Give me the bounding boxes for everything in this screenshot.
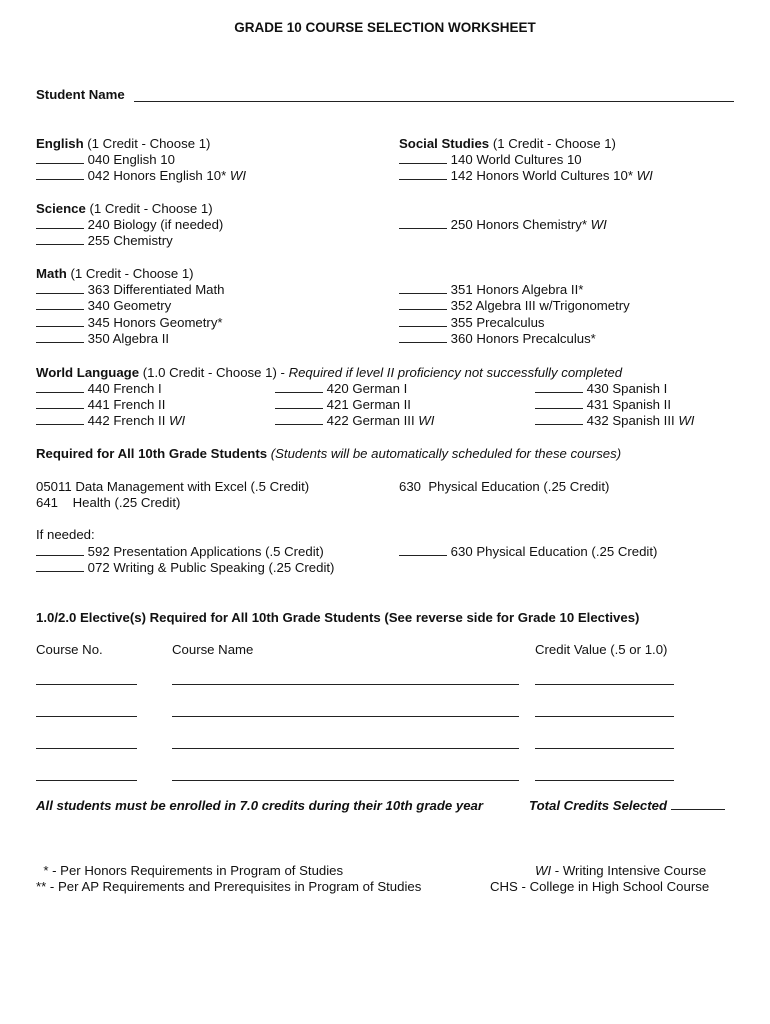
science-250-label: 250 Honors Chemistry*: [450, 217, 591, 232]
english-heading: [36, 136, 210, 152]
english-042-label: 042 Honors English 10*: [87, 168, 230, 183]
math-option: [36, 298, 171, 314]
student-name-label: Student Name: [36, 87, 125, 102]
english-title: English: [36, 136, 84, 151]
wi-marker: WI: [418, 413, 435, 428]
col-credit-value: Credit Value (.5 or 1.0): [535, 642, 668, 657]
if-needed-072-blank[interactable]: [36, 560, 84, 572]
wi-marker: WI: [636, 168, 653, 183]
science-255-label: 255 Chemistry: [87, 233, 173, 248]
math-350-blank[interactable]: [36, 331, 84, 343]
if-needed-label: If needed:: [36, 527, 95, 542]
total-credits-field[interactable]: [671, 798, 725, 810]
math-352-blank[interactable]: [399, 298, 447, 310]
elective-course-name-field[interactable]: [172, 748, 519, 749]
german-option: [275, 381, 407, 397]
spanish-432-label: 432 Spanish III: [586, 413, 679, 428]
electives-heading: 1.0/2.0 Elective(s) Required for All 10th Grade Students (See reverse side for Grade 10 Electives): [36, 610, 640, 625]
elective-credit-field[interactable]: [535, 780, 674, 781]
science-heading: [36, 201, 213, 217]
spanish-430-label: 430 Spanish I: [586, 381, 668, 396]
if-needed-072-label: 072 Writing & Public Speaking (.25 Credit): [87, 560, 335, 575]
french-442-blank[interactable]: [36, 413, 84, 425]
footnote-honors: * - Per Honors Requirements in Program of Studies: [36, 863, 344, 878]
social-studies-note: (1 Credit - Choose 1): [489, 136, 616, 151]
social-studies-option: [399, 152, 582, 168]
total-credits-label: Total Credits Selected: [529, 798, 668, 813]
social-studies-heading: [399, 136, 616, 152]
french-option: [36, 397, 165, 413]
german-420-label: 420 German I: [326, 381, 408, 396]
footnote-ap: ** - Per AP Requirements and Prerequisites in Program of Studies: [36, 879, 422, 894]
wi-abbreviation: WI: [535, 863, 552, 878]
wi-marker: WI: [229, 168, 247, 183]
french-440-blank[interactable]: [36, 381, 84, 393]
math-363-label: 363 Differentiated Math: [87, 282, 225, 297]
wi-definition: - Writing Intensive Course: [551, 863, 707, 878]
french-440-label: 440 French I: [87, 381, 162, 396]
required-note: (Students will be automatically scheduled for these courses): [267, 446, 622, 461]
elective-course-name-field[interactable]: [172, 716, 519, 717]
science-240-label: 240 Biology (if needed): [87, 217, 224, 232]
math-title: Math: [36, 266, 67, 281]
math-option: [36, 331, 169, 347]
spanish-430-blank[interactable]: [535, 381, 583, 393]
elective-course-no-field[interactable]: [36, 684, 137, 685]
math-340-blank[interactable]: [36, 298, 84, 310]
english-040-label: 040 English 10: [87, 152, 175, 167]
elective-course-no-field[interactable]: [36, 748, 137, 749]
if-needed-option: [36, 560, 334, 576]
if-needed-option: [399, 544, 657, 560]
if-needed-592-label: 592 Presentation Applications (.5 Credit): [87, 544, 324, 559]
wi-marker: WI: [678, 413, 695, 428]
required-heading: [36, 446, 621, 462]
math-345-blank[interactable]: [36, 315, 84, 327]
social-140-blank[interactable]: [399, 152, 447, 164]
french-option: [36, 381, 162, 397]
math-option: [36, 315, 223, 331]
math-350-label: 350 Algebra II: [87, 331, 170, 346]
required-title: Required for All 10th Grade Students: [36, 446, 268, 461]
german-421-label: 421 German II: [326, 397, 411, 412]
science-250-blank[interactable]: [399, 217, 447, 229]
elective-credit-field[interactable]: [535, 716, 674, 717]
german-421-blank[interactable]: [275, 397, 323, 409]
wi-marker: WI: [169, 413, 186, 428]
science-240-blank[interactable]: [36, 217, 84, 229]
required-course: 630 Physical Education (.25 Credit): [399, 479, 610, 494]
math-363-blank[interactable]: [36, 282, 84, 294]
science-255-blank[interactable]: [36, 233, 84, 245]
math-note: (1 Credit - Choose 1): [66, 266, 194, 281]
math-option: [399, 331, 596, 347]
world-language-requirement: Required if level II proficiency not successfully completed: [288, 365, 623, 380]
social-142-label: 142 Honors World Cultures 10*: [450, 168, 637, 183]
elective-course-no-field[interactable]: [36, 780, 137, 781]
math-option: [399, 282, 583, 298]
if-needed-630-blank[interactable]: [399, 544, 447, 556]
math-352-label: 352 Algebra III w/Trigonometry: [450, 298, 630, 313]
science-option: [36, 217, 223, 233]
elective-credit-field[interactable]: [535, 684, 674, 685]
english-042-blank[interactable]: [36, 168, 84, 180]
page-title: GRADE 10 COURSE SELECTION WORKSHEET: [234, 20, 536, 35]
if-needed-option: [36, 544, 324, 560]
english-040-blank[interactable]: [36, 152, 84, 164]
german-option: [275, 413, 434, 429]
spanish-option: [535, 381, 667, 397]
student-name-field[interactable]: [134, 101, 734, 102]
math-351-blank[interactable]: [399, 282, 447, 294]
world-language-heading: [36, 365, 622, 381]
spanish-432-blank[interactable]: [535, 413, 583, 425]
elective-course-name-field[interactable]: [172, 780, 519, 781]
social-142-blank[interactable]: [399, 168, 447, 180]
col-course-no: Course No.: [36, 642, 103, 657]
footnote-chs: CHS - College in High School Course: [490, 879, 710, 894]
german-422-blank[interactable]: [275, 413, 323, 425]
spanish-431-label: 431 Spanish II: [586, 397, 671, 412]
required-course: 05011 Data Management with Excel (.5 Credit): [36, 479, 310, 494]
elective-course-name-field[interactable]: [172, 684, 519, 685]
spanish-option: [535, 397, 671, 413]
math-360-label: 360 Honors Precalculus*: [450, 331, 596, 346]
math-heading: [36, 266, 194, 282]
german-option: [275, 397, 411, 413]
french-option: [36, 413, 185, 429]
german-422-label: 422 German III: [326, 413, 419, 428]
social-140-label: 140 World Cultures 10: [450, 152, 582, 167]
math-355-blank[interactable]: [399, 315, 447, 327]
enrollment-note: All students must be enrolled in 7.0 credits during their 10th grade year: [36, 798, 484, 813]
col-course-name: Course Name: [172, 642, 254, 657]
math-360-blank[interactable]: [399, 331, 447, 343]
spanish-option: [535, 413, 694, 429]
world-language-note: (1.0 Credit - Choose 1) -: [139, 365, 289, 380]
social-studies-title: Social Studies: [399, 136, 490, 151]
total-credits-row: [529, 798, 725, 814]
math-345-label: 345 Honors Geometry*: [87, 315, 223, 330]
spanish-431-blank[interactable]: [535, 397, 583, 409]
elective-course-no-field[interactable]: [36, 716, 137, 717]
wi-marker: WI: [590, 217, 607, 232]
math-355-label: 355 Precalculus: [450, 315, 545, 330]
english-option: [36, 152, 175, 168]
footnote-wi: [535, 863, 706, 879]
science-note: (1 Credit - Choose 1): [85, 201, 213, 216]
science-option: [399, 217, 607, 233]
student-name-row: [36, 87, 125, 103]
math-option: [399, 298, 630, 314]
math-option: [36, 282, 225, 298]
science-title: Science: [36, 201, 86, 216]
elective-credit-field[interactable]: [535, 748, 674, 749]
if-needed-630-label: 630 Physical Education (.25 Credit): [450, 544, 658, 559]
english-option: [36, 168, 246, 184]
math-340-label: 340 Geometry: [87, 298, 172, 313]
if-needed-592-blank[interactable]: [36, 544, 84, 556]
german-420-blank[interactable]: [275, 381, 323, 393]
required-course: 641 Health (.25 Credit): [36, 495, 181, 510]
french-441-blank[interactable]: [36, 397, 84, 409]
math-351-label: 351 Honors Algebra II*: [450, 282, 584, 297]
world-language-title: World Language: [36, 365, 140, 380]
french-442-label: 442 French II: [87, 413, 170, 428]
math-option: [399, 315, 545, 331]
french-441-label: 441 French II: [87, 397, 166, 412]
science-option: [36, 233, 173, 249]
social-studies-option: [399, 168, 653, 184]
english-note: (1 Credit - Choose 1): [83, 136, 211, 151]
